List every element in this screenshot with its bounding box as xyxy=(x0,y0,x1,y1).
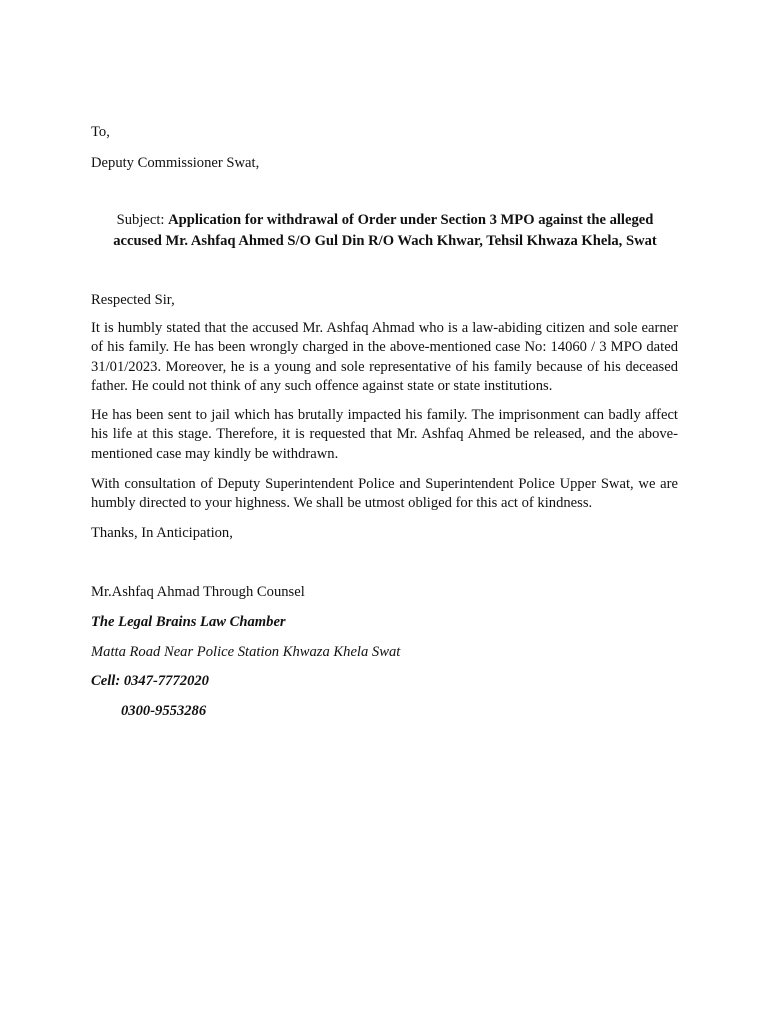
recipient-name: Deputy Commissioner Swat, xyxy=(91,155,260,171)
firm-address: Matta Road Near Police Station Khwaza Khela Swat xyxy=(91,644,401,660)
firm-name: The Legal Brains Law Chamber xyxy=(91,614,286,630)
sender-name: Mr.Ashfaq Ahmad Through Counsel xyxy=(91,584,305,600)
cell-number: Cell: 0347-7772020 xyxy=(91,673,209,689)
body-paragraph-3: With consultation of Deputy Superintendent Police and Superintendent Police Upper Swat, we are humbly directed to your highness. We shall be utmost obliged for this act of kindness. xyxy=(91,476,678,512)
body-paragraph-2: He has been sent to jail which has brutally impacted his family. The imprisonment can badly affect his life at this stage. Therefore, it is requested that Mr. Ashfaq Ahmed be released, and the above-mentioned case may kindly be withdrawn. xyxy=(91,407,678,462)
salutation: Respected Sir, xyxy=(91,292,175,308)
closing: Thanks, In Anticipation, xyxy=(91,525,233,541)
subject-block xyxy=(91,210,679,251)
cell-number-2: 0300-9553286 xyxy=(121,703,207,719)
body-paragraph-1: It is humbly stated that the accused Mr. Ashfaq Ahmad who is a law-abiding citizen and sole earner of his family. He has been wrongly charged in the above-mentioned case No: 14060 / 3 MPO dated 31/01/2023. Moreover, he is a young and sole representative of his family because of his deceased father. He could not think of any such offence against state or state institutions. xyxy=(91,320,678,394)
subject-prefix: Subject: xyxy=(116,212,169,228)
subject-text: Application for withdrawal of Order under Section 3 MPO against the alleged accused Mr. Ashfaq Ahmed S/O Gul Din R/O Wach Khwar, Tehsil Khwaza Khela, Swat xyxy=(113,212,657,249)
recipient-to: To, xyxy=(91,124,110,140)
